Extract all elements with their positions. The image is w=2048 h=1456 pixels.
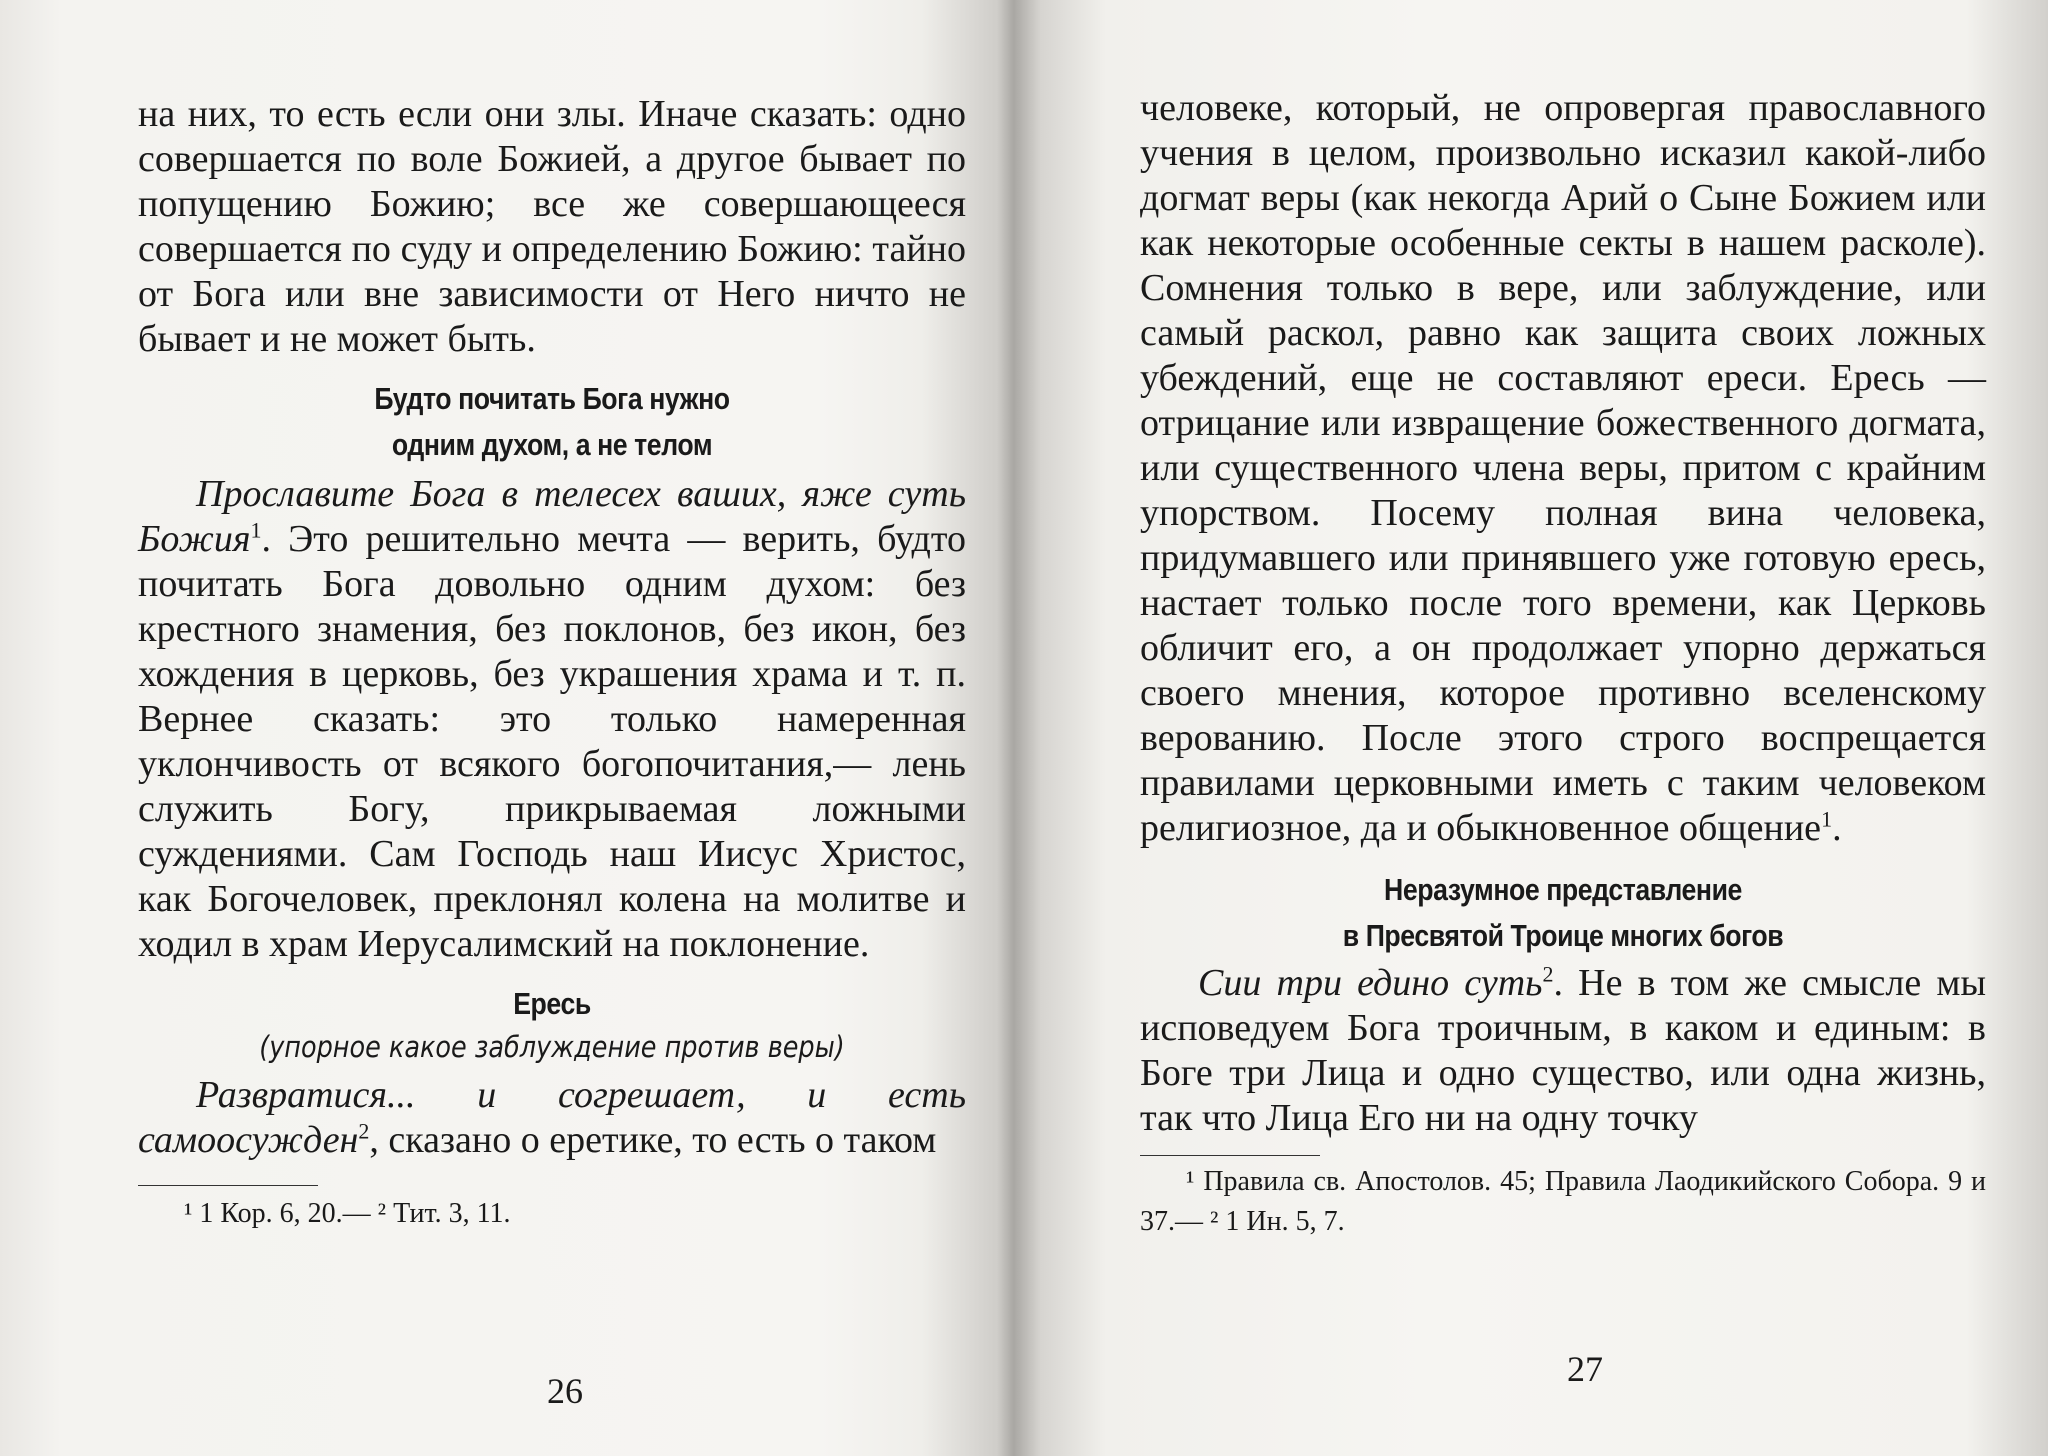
page-number: 26 bbox=[547, 1371, 583, 1411]
paragraph bbox=[1140, 86, 1986, 851]
footnote-ref: 2 bbox=[1542, 961, 1554, 987]
paragraph-text: , сказано о еретике, то есть о таком bbox=[369, 1119, 937, 1161]
paragraph: на них, то есть если они злы. Иначе сказать: одно совершается по воле Божией, а другое бывает по попущению Божию; все же совершающееся совершается по суду и определению Божию: тайно от Бога или вне зависимости от Него ничто не бывает и не может быть. bbox=[138, 93, 966, 360]
section-heading bbox=[1199, 867, 1927, 959]
section-subheading: (упорное какое заблуждение против веры) bbox=[259, 1030, 845, 1064]
footnote-ref: 1 bbox=[1821, 806, 1833, 832]
scripture-quote: Сии три едино суть bbox=[1198, 962, 1543, 1004]
paragraph bbox=[1140, 961, 1986, 1141]
right-page bbox=[1040, 0, 2048, 1456]
heading-line: в Пресвятой Троице многих богов bbox=[1342, 918, 1784, 953]
right-page-text-column bbox=[1140, 86, 1986, 1242]
page-number: 27 bbox=[1567, 1349, 1603, 1389]
left-page bbox=[0, 0, 1005, 1456]
footnote: ¹ Правила св. Апостолов. 45; Правила Лаодикийского Собора. 9 и 37.— ² 1 Ин. 5, 7. bbox=[1140, 1166, 1986, 1237]
paragraph-text: человеке, который, не опровергая православного учения в целом, произвольно исказил какой-либо догмат веры (как некогда Арий о Сыне Божием или как некоторые особенные секты в нашем расколе). Сомнения только в вере, или заблуждение, или самый раскол, равно как защита своих ложных убеждений, еще не составляют ереси. Ересь — отрицание или извращение божественного догмата, или существенного члена веры, притом с крайним упорством. Посему полная вина человека, придумавшего или принявшего уже готовую ересь, настает только после того времени, как Церковь обличит его, а он продолжает упорно держаться своего мнения, которое противно вселенскому верованию. После этого строго воспрещается правилами церковными иметь с таким человеком религиозное, да и обыкновенное общение bbox=[1140, 87, 1986, 849]
heading-line: Неразумное представление bbox=[1384, 872, 1742, 907]
footnote-ref: 2 bbox=[358, 1118, 370, 1144]
footnote-ref: 1 bbox=[250, 517, 262, 543]
paragraph-text: . Не в том же смысле мы исповедуем Бога троичным, в каком и единым: в Боге три Лица и одно существо, или одна жизнь, так что Лица Его ни на одну точку bbox=[1140, 962, 1986, 1139]
section-heading bbox=[196, 376, 908, 468]
heading-line: одним духом, а не телом bbox=[391, 427, 713, 462]
footnote: ¹ 1 Кор. 6, 20.— ² Тит. 3, 11. bbox=[184, 1198, 511, 1229]
scripture-quote: Развратися... и согрешает, и есть самоосужден bbox=[138, 1074, 966, 1161]
paragraph-text: . Это решительно мечта — верить, будто почитать Бога довольно одним духом: без крестного знамения, без поклонов, без икон, без хождения в церковь, без украшения храма и т. п. Вернее сказать: это только намеренная уклончивость от всякого богопочитания,— лень служить Богу, прикрываемая ложными суждениями. Сам Господь наш Иисус Христос, как Богочеловек, преклонял колена на молитве и ходил в храм Иерусалимский на поклонение. bbox=[138, 518, 966, 965]
section-heading: Ересь bbox=[513, 986, 591, 1021]
paragraph-end: . bbox=[1832, 807, 1842, 849]
scripture-quote: Прославите Бога в телесех ваших, яже суть Божия bbox=[138, 473, 966, 560]
paragraph bbox=[138, 1073, 966, 1163]
heading-line: Будто почитать Бога нужно bbox=[374, 381, 730, 416]
paragraph bbox=[138, 472, 966, 967]
left-page-text-column bbox=[138, 92, 966, 1234]
